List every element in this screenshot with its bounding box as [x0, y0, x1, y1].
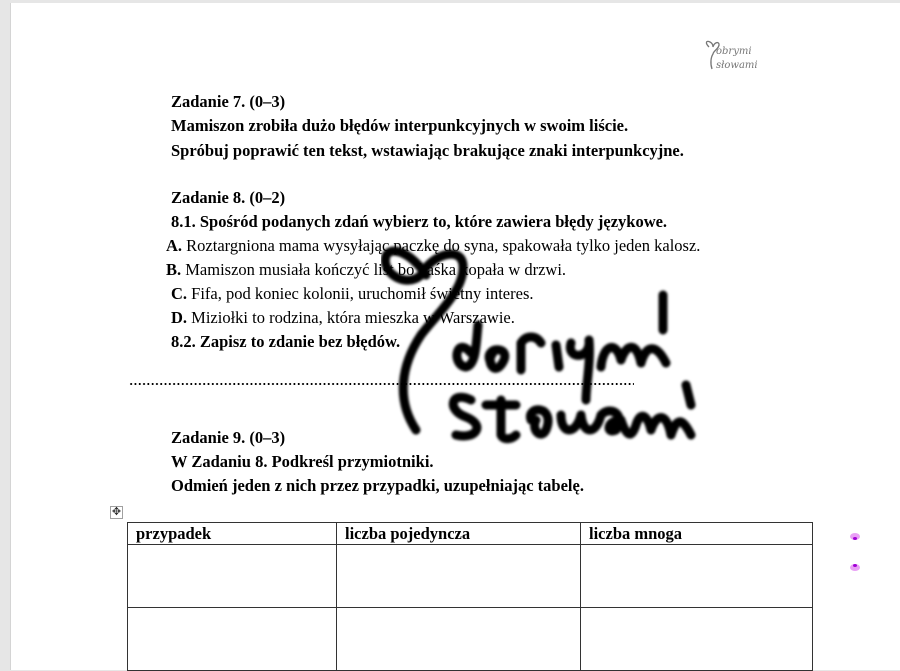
logo-small-icon — [703, 39, 763, 73]
option-text: Miziołki to rodzina, która mieszka w Warszawie. — [187, 308, 515, 327]
option-b — [166, 260, 566, 280]
option-letter: D. — [171, 308, 188, 327]
table-row — [128, 608, 813, 671]
option-c — [171, 284, 534, 304]
declension-table — [127, 522, 813, 671]
task8-question1: 8.1. Spośród podanych zdań wybierz to, które zawiera błędy językowe. — [171, 212, 668, 231]
table-row — [128, 545, 813, 608]
table-cell[interactable] — [581, 608, 813, 671]
table-header-row — [128, 523, 813, 545]
option-text: Mamiszon musiała kończyć list bo kaśka kopała w drzwi. — [181, 260, 567, 279]
option-a — [166, 236, 700, 256]
table-cell[interactable] — [337, 545, 581, 608]
header-przypadek: przypadek — [128, 523, 337, 545]
comment-marker-icon[interactable] — [850, 533, 860, 540]
svg-text:słowami: słowami — [716, 60, 758, 71]
task9-line1: W Zadaniu 8. Podkreśl przymiotniki. — [171, 452, 434, 471]
table-move-handle-icon[interactable]: ✥ — [111, 506, 122, 518]
comment-marker-icon[interactable] — [850, 564, 860, 571]
task8-question2: 8.2. Zapisz to zdanie bez błędów. — [171, 332, 401, 351]
option-letter: A. — [166, 236, 183, 255]
option-letter: B. — [166, 260, 182, 279]
task8-title: Zadanie 8. (0–2) — [171, 188, 286, 207]
table-cell[interactable] — [581, 545, 813, 608]
task9-title: Zadanie 9. (0–3) — [171, 428, 286, 447]
table-cell[interactable] — [337, 608, 581, 671]
table-cell[interactable] — [128, 545, 337, 608]
task7-title: Zadanie 7. (0–3) — [171, 92, 286, 111]
table-cell[interactable] — [128, 608, 337, 671]
svg-text:obrymi: obrymi — [716, 46, 752, 57]
option-d — [171, 308, 515, 328]
header-liczba-mnoga: liczba mnoga — [581, 523, 813, 545]
option-letter: C. — [171, 284, 188, 303]
document-page — [10, 3, 900, 670]
task7-line1: Mamiszon zrobiła dużo błędów interpunkcyjnych w swoim liście. — [171, 116, 629, 135]
task9-line2: Odmień jeden z nich przez przypadki, uzupełniając tabelę. — [171, 476, 584, 495]
option-text: Roztargniona mama wysyłając paczkę do syna, spakowała tylko jeden kalosz. — [182, 236, 701, 255]
task7-line2: Spróbuj poprawić ten tekst, wstawiając brakujące znaki interpunkcyjne. — [171, 141, 684, 160]
option-text: Fifa, pod koniec kolonii, uruchomił świetny interes. — [187, 284, 534, 303]
answer-dotted-line[interactable] — [129, 383, 634, 385]
header-liczba-pojedyncza: liczba pojedyncza — [337, 523, 581, 545]
